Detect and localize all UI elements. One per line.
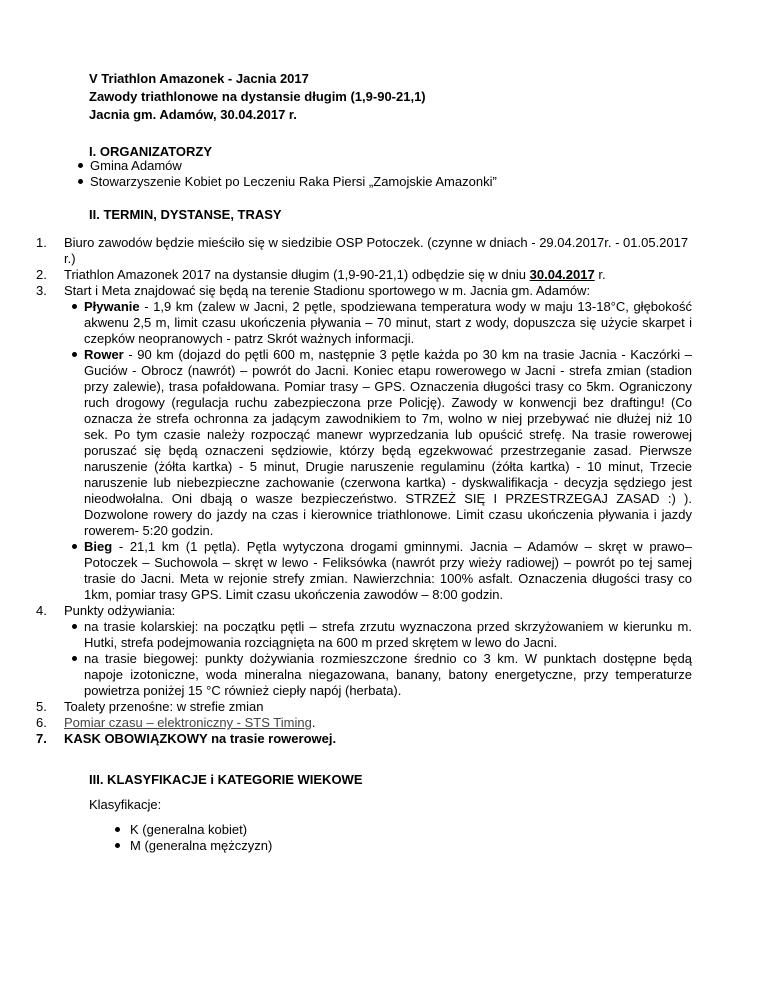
document-header	[89, 70, 426, 124]
list-item: K (generalna kobiet)	[104, 822, 272, 838]
section-1-heading: I. ORGANIZATORZY	[89, 144, 213, 159]
list-item: na trasie kolarskiej: na początku pętli – strefa zrzutu wyznaczona przed skrzyżowaniem w kierunku m. Hutki, strefa podejmowania rozciągnięta na 600 m przed skrętem w lewo do Jacni.	[64, 619, 692, 651]
section-2-list	[36, 235, 692, 747]
bullet-icon	[70, 158, 90, 174]
list-item-4: 4. Punkty odżywiania: na trasie kolarskiej: na początku pętli – strefa zrzutu wyznaczona przed skrzyżowaniem w kierunku m. Hutki, strefa podejmowania rozciągnięta na 600 m przed skrętem w lewo do Jacni. na trasie biegowej: punkty dożywiania rozmieszczone średnio co 3 km. W punktach dostępne będą napoje izotoniczne, woda mineralna niegazowana, banany, batony energetyczne, przy temperaturze powietrza poniżej 15 °C również ciepły napój (herbata).	[36, 603, 692, 698]
section-2-heading: II. TERMIN, DYSTANSE, TRASY	[89, 207, 282, 222]
discipline-bike: Rower - 90 km (dojazd do pętli 600 m, następnie 3 pętle każda po 30 km na trasie Jacnia - Kaczórki – Guciów - Obrocz (nawrót) – powrót do Jacni. Koniec etapu rowerowego w Jacni - strefa zmian (stadion przy zalewie), trasa pofałdowana. Pomiar trasy – GPS. Oznaczenia długości trasy co 5km. Ograniczony ruch drogowy (regulacja ruchu zabezpieczona prze Policję). Zawody w konwencji bez draftingu! (Co oznacza że strefa ochronna za jadącym zawodnikiem to 7m, wolno w niej przebywać nie dłużej niż 10 sek. Po tym czasie należy rozpocząć manewr wyprzedzania lub opuścić strefę. Na trasie rowerowej poruszać się będą oznaczeni sędziowie, którzy będą egzekwować przestrzeganie zasad. Pierwsze naruszenie (żółta kartka) - 5 minut, Drugie naruszenie regulaminu (żółta kartka) - 10 minut, Trzecie naruszenie lub niebezpieczne zachowanie (czerwona kartka) - dyskwalifikacja - decyzja sędziego jest nieodwołalna. Oni dbają o wasze bezpieczeństwo. STRZEŻ SIĘ I PRZESTRZEGAJ ZASAD :) ). Dozwolone rowery do jazdy na czas i kierownice triathlonowe. Limit czasu ukończenia pływania i jazdy rowerem- 5:20 godzin.	[64, 347, 692, 539]
feeding-points-list	[64, 619, 692, 699]
header-line-3: Jacnia gm. Adamów, 30.04.2017 r.	[89, 107, 297, 122]
list-item: M (generalna mężczyzn)	[104, 838, 272, 854]
bullet-icon	[64, 619, 84, 651]
classifications-list	[104, 822, 272, 854]
list-item-2: 2. Triathlon Amazonek 2017 na dystansie długim (1,9-90-21,1) odbędzie się w dniu 30.04.2017 r.	[36, 267, 606, 282]
classifications-label: Klasyfikacje:	[89, 797, 162, 812]
organizers-list	[70, 158, 497, 190]
list-item-3: 3. Start i Meta znajdować się będą na terenie Stadionu sportowego w m. Jacnia gm. Adamów: Pływanie - 1,9 km (zalew w Jacni, 2 pętle, spodziewana temperatura wody w maju 13-18°C, głębokość akwenu 2,5 m, limit czasu ukończenia pływania – 70 minut, start z wody, dopuszcza się użycie skarpet i czepków neopranowych - patrz Skrót ważnych informacji. Rower - 90 km (dojazd do pętli 600 m, następnie 3 pętle każda po 30 km na trasie Jacnia - Kaczórki – Guciów - Obrocz (nawrót) – powrót do Jacni. Koniec etapu rowerowego w Jacni - strefa zmian (stadion przy zalewie), trasa pofałdowana. Pomiar trasy – GPS. Oznaczenia długości trasy co 5km. Ograniczony ruch drogowy (regulacja ruchu zabezpieczona prze Policję). Zawody w konwencji bez draftingu! (Co oznacza że strefa ochronna za jadącym zawodnikiem to 7m, wolno w niej przebywać nie dłużej niż 10 sek. Po tym czasie należy rozpocząć manewr wyprzedzania lub opuścić strefę. Na trasie rowerowej poruszać się będą oznaczeni sędziowie, którzy będą egzekwować przestrzeganie zasad. Pierwsze naruszenie (żółta kartka) - 5 minut, Drugie naruszenie regulaminu (żółta kartka) - 10 minut, Trzecie naruszenie lub niebezpieczne zachowanie (czerwona kartka) - dyskwalifikacja - decyzja sędziego jest nieodwołalna. Oni dbają o wasze bezpieczeństwo. STRZEŻ SIĘ I PRZESTRZEGAJ ZASAD :) ). Dozwolone rowery do jazdy na czas i kierownice triathlonowe. Limit czasu ukończenia pływania i jazdy rowerem- 5:20 godzin. Bieg - 21,1 km (1 pętla). Pętla wytyczona drogami gminnymi. Jacnia – Adamów – skręt w prawo– Potoczek – Suchowola – skręt w lewo - Feliksówka (nawrót przy wieży radiowej) – powrót po tej samej trasie do Jacni. Meta w rejonie strefy zmian. Nawierzchnia: 100% asfalt. Oznaczenia długości trasy co 1km, pomiar trasy GPS. Limit czasu ukończenia zawodów – 8:00 godzin.	[36, 283, 692, 602]
discipline-swim: Pływanie - 1,9 km (zalew w Jacni, 2 pętle, spodziewana temperatura wody w maju 13-18°C, głębokość akwenu 2,5 m, limit czasu ukończenia pływania – 70 minut, start z wody, dopuszcza się użycie skarpet i czepków neopranowych - patrz Skrót ważnych informacji.	[64, 299, 692, 347]
list-item: na trasie biegowej: punkty dożywiania rozmieszczone średnio co 3 km. W punktach dostępne będą napoje izotoniczne, woda mineralna niegazowana, banany, batony energetyczne, przy temperaturze powietrza poniżej 15 °C również ciepły napój (herbata).	[64, 651, 692, 699]
event-date: 30.04.2017	[529, 267, 595, 282]
bullet-icon	[104, 822, 130, 838]
discipline-run: Bieg - 21,1 km (1 pętla). Pętla wytyczona drogami gminnymi. Jacnia – Adamów – skręt w prawo– Potoczek – Suchowola – skręt w lewo - Feliksówka (nawrót przy wieży radiowej) – powrót po tej samej trasie do Jacni. Meta w rejonie strefy zmian. Nawierzchnia: 100% asfalt. Oznaczenia długości trasy co 1km, pomiar trasy GPS. Limit czasu ukończenia zawodów – 8:00 godzin.	[64, 539, 692, 603]
header-line-2: Zawody triathlonowe na dystansie długim (1,9-90-21,1)	[89, 89, 426, 104]
list-item: Stowarzyszenie Kobiet po Leczeniu Raka Piersi „Zamojskie Amazonki”	[70, 174, 497, 190]
bullet-icon	[70, 174, 90, 190]
list-item: Gmina Adamów	[70, 158, 497, 174]
list-item-6: 6. Pomiar czasu – elektroniczny - STS Timing.	[36, 715, 316, 730]
section-3-heading: III. KLASYFIKACJE i KATEGORIE WIEKOWE	[89, 772, 363, 787]
bullet-icon	[64, 539, 84, 603]
list-item-5: 5. Toalety przenośne: w strefie zmian	[36, 699, 264, 714]
bullet-icon	[104, 838, 130, 854]
bullet-icon	[64, 651, 84, 699]
bullet-icon	[64, 299, 84, 347]
disciplines-list	[64, 299, 692, 603]
list-item-1: 1. Biuro zawodów będzie mieściło się w siedzibie OSP Potoczek. (czynne w dniach - 29.04.2017r. - 01.05.2017 r.)	[36, 235, 689, 266]
header-line-1: V Triathlon Amazonek - Jacnia 2017	[89, 71, 309, 86]
list-item-7: 7. KASK OBOWIĄZKOWY na trasie rowerowej.	[36, 731, 337, 746]
bullet-icon	[64, 347, 84, 539]
timing-link[interactable]: Pomiar czasu – elektroniczny - STS Timing	[64, 715, 312, 730]
